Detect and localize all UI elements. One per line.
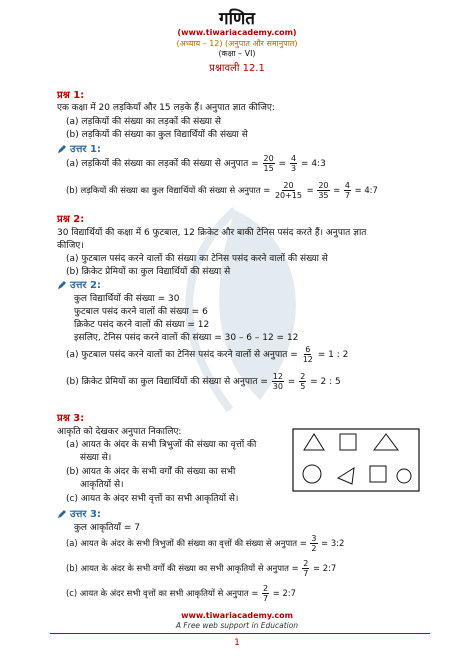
answer-1b-result: = 4:7 bbox=[354, 185, 378, 195]
answer-2b-result: = 2 : 5 bbox=[310, 377, 341, 387]
denominator: 3 bbox=[290, 164, 297, 173]
question-1-text: एक कक्षा में 20 लड़कियाँ और 15 लड़के हैं। अनुपात ज्ञात कीजिए: bbox=[57, 103, 275, 113]
question-2-text-line1: 30 विद्यार्थियों की कक्षा में 6 फुटबाल, 12 क्रिकेट और बाकी टेनिस पसंद करते हैं। अनुपात ज्ञात bbox=[57, 228, 367, 238]
numerator: 2 bbox=[263, 584, 269, 593]
denominator: 12 bbox=[302, 355, 313, 364]
numerator: 6 bbox=[305, 345, 311, 354]
question-1b: (b) लड़कियों की संख्या का कुल विद्यार्थियों की संख्या से bbox=[66, 130, 248, 140]
triangle-shape bbox=[338, 468, 354, 484]
answer-2a bbox=[66, 345, 348, 364]
circle-shape bbox=[397, 469, 411, 483]
question-3a-line1: (a) आयत के अंदर के सभी त्रिभुजों की संख्या का वृत्तों की bbox=[66, 440, 257, 450]
question-1-label: प्रश्न 1: bbox=[57, 90, 85, 101]
answer-2-label bbox=[57, 277, 101, 291]
answer-2-line3: क्रिकेट पसंद करने वालों की संख्या = 12 bbox=[74, 320, 210, 330]
answer-3b-text: (b) आयत के अंदर के सभी वर्गों की संख्या का सभी आकृतियों से अनुपात = bbox=[66, 563, 299, 573]
fraction bbox=[302, 345, 314, 364]
question-2-label: प्रश्न 2: bbox=[57, 214, 85, 225]
answer-3c-text: (c) आयत के अंदर सभी वृत्तों का सभी आकृतियों से अनुपात = bbox=[66, 588, 259, 598]
answer-2b: (b) क्रिकेट प्रेमियों का कुल विद्यार्थियों की संख्या से अनुपात = $\frac{12}{30}$ = $\frac{2}{5}$ = 2 : 5 bbox=[66, 372, 341, 391]
answer-2-line1: कुल विद्यार्थियों की संख्या = 30 bbox=[74, 294, 180, 304]
answer-3b-result: = 2:7 bbox=[313, 563, 337, 573]
answer-1-label bbox=[57, 141, 101, 155]
numerator: 3 bbox=[311, 534, 317, 543]
circle-shape bbox=[303, 465, 321, 483]
shapes-figure bbox=[292, 428, 420, 492]
answer-1b-text: (b) लड़कियों की संख्या का कुल विद्यार्थियों की संख्या से अनुपात = bbox=[66, 185, 271, 195]
question-3b-line2: आकृतियों से। bbox=[80, 480, 124, 490]
pencil-icon bbox=[57, 144, 67, 154]
pencil-icon bbox=[57, 509, 67, 519]
exercise-heading: प्रश्नावली 12.1 bbox=[209, 63, 265, 74]
answer-3b bbox=[66, 559, 336, 578]
denominator: 35 bbox=[318, 191, 329, 200]
fraction bbox=[310, 534, 317, 553]
answer-3a-result: = 3:2 bbox=[321, 538, 345, 548]
denominator: 2 bbox=[311, 544, 317, 553]
fraction bbox=[290, 154, 297, 173]
numerator: 20 bbox=[318, 181, 329, 190]
answer-2b-text: (b) क्रिकेट प्रेमियों का कुल विद्यार्थियों की संख्या से अनुपात = bbox=[66, 377, 268, 387]
answer-2a-text: (a) फुटबाल पसंद करने वालों का टेनिस पसंद करने वालों से अनुपात = bbox=[66, 350, 298, 360]
chapter-heading: (अध्याय – 12) (अनुपात और समानुपात) bbox=[176, 39, 298, 48]
question-3-label: प्रश्न 3: bbox=[57, 413, 85, 424]
answer-3a-text: (a) आयत के अंदर के सभी त्रिभुजों की संख्या का वृत्तों की संख्या से अनुपात = bbox=[66, 538, 307, 548]
numerator: 20 bbox=[283, 181, 294, 190]
triangle-shape bbox=[304, 434, 324, 450]
page-title: गणित bbox=[219, 9, 255, 29]
answer-3-label bbox=[57, 506, 101, 520]
answer-1a-text: (a) लड़कियों की संख्या का लड़कों की संख्या से अनुपात = bbox=[66, 159, 259, 169]
denominator: 7 bbox=[303, 569, 309, 578]
answer-3a bbox=[66, 534, 344, 553]
fraction bbox=[344, 181, 351, 200]
denominator: 15 bbox=[263, 164, 274, 173]
numerator: 20 bbox=[263, 154, 274, 163]
denominator: 5 bbox=[300, 382, 306, 391]
numerator: 12 bbox=[272, 372, 283, 381]
answer-3c-result: = 2:7 bbox=[272, 588, 296, 598]
answer-1b: (b) लड़कियों की संख्या का कुल विद्यार्थियों की संख्या से अनुपात = $\frac{20}{20+15}$ = $\frac{20}{35}$ = $\frac{4}{7}$ = 4:7 bbox=[66, 181, 378, 200]
footer-tagline: A Free web support in Education bbox=[175, 621, 299, 630]
denominator: 7 bbox=[263, 594, 269, 603]
fraction bbox=[262, 584, 269, 603]
square-shape bbox=[370, 466, 386, 482]
page-number: 1 bbox=[234, 638, 240, 648]
answer-3-label-text: उत्तर 3: bbox=[70, 509, 101, 520]
square-shape bbox=[340, 434, 356, 450]
question-3a-line2: संख्या से। bbox=[80, 453, 112, 463]
answer-2-line4: इसलिए, टेनिस पसंद करने वालों की संख्या = 30 – 6 – 12 = 12 bbox=[74, 333, 299, 343]
fraction bbox=[263, 154, 275, 173]
answer-2a-result: = 1 : 2 bbox=[317, 350, 349, 360]
denominator: 30 bbox=[272, 382, 283, 391]
question-2b: (b) क्रिकेट प्रेमियों का कुल विद्यार्थियों की संख्या से bbox=[66, 267, 231, 277]
pencil-icon bbox=[57, 280, 67, 290]
denominator: 7 bbox=[344, 191, 350, 200]
question-3b-line1: (b) आयत के अंदर के सभी वर्गों की संख्या का सभी bbox=[66, 467, 236, 477]
fraction bbox=[299, 372, 306, 391]
fraction bbox=[274, 181, 303, 200]
numerator: 2 bbox=[303, 559, 309, 568]
answer-3-line1: कुल आकृतियाँ = 7 bbox=[74, 523, 140, 533]
fraction bbox=[272, 372, 284, 391]
question-2-text-line2: कीजिए। bbox=[57, 241, 84, 251]
question-3-text: आकृति को देखकर अनुपात निकालिए: bbox=[57, 427, 182, 437]
answer-1-label-text: उत्तर 1: bbox=[70, 144, 101, 155]
fraction bbox=[302, 559, 309, 578]
question-3c: (c) आयत के अंदर सभी वृत्तों का सभी आकृतियों से। bbox=[66, 494, 239, 504]
answer-2-line2: फुटबाल पसंद करने वालों की संख्या = 6 bbox=[74, 307, 208, 317]
numerator: 4 bbox=[344, 181, 350, 190]
footer-site-link[interactable]: www.tiwariacademy.com bbox=[181, 611, 293, 620]
answer-1a-result: = 4:3 bbox=[300, 159, 326, 169]
question-1a: (a) लड़कियों की संख्या का लड़कों की संख्या से bbox=[66, 117, 221, 127]
answer-3c bbox=[66, 584, 296, 603]
header-site-link[interactable]: (www.tiwariacademy.com) bbox=[177, 28, 297, 37]
triangle-shape bbox=[374, 434, 398, 450]
question-2a: (a) फुटबाल पसंद करने वालों की संख्या का टेनिस पसंद करने वालों की संख्या से bbox=[66, 254, 328, 264]
fraction bbox=[317, 181, 329, 200]
answer-2-label-text: उत्तर 2: bbox=[70, 280, 101, 291]
footer-divider bbox=[50, 633, 430, 634]
answer-1a: (a) लड़कियों की संख्या का लड़कों की संख्या से अनुपात = $\frac{20}{15}$ = $\frac{4}{3}$ = 4:3 bbox=[66, 154, 326, 173]
class-heading: (कक्षा – VI) bbox=[218, 49, 256, 58]
denominator: 20+15 bbox=[274, 191, 302, 200]
numerator: 2 bbox=[300, 372, 306, 381]
numerator: 4 bbox=[290, 154, 297, 163]
